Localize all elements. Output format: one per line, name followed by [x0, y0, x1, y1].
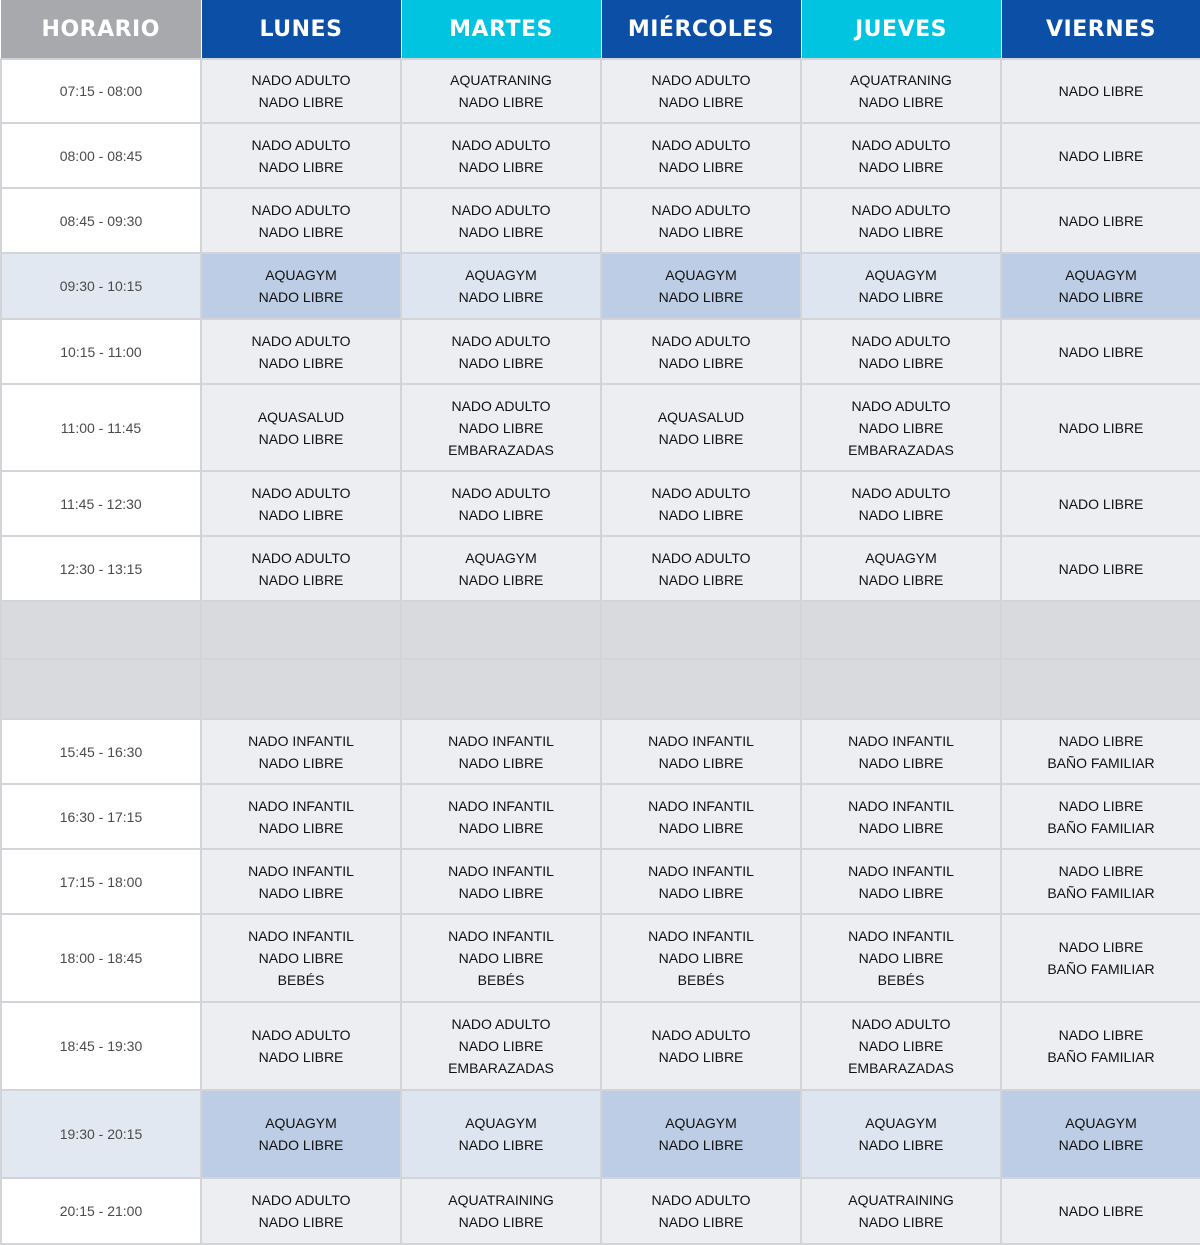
activity-cell	[401, 914, 601, 1002]
activity-name: NADO LIBRE	[858, 754, 944, 771]
activity-name: NADO ADULTO	[451, 332, 551, 349]
header-miercoles: MIÉRCOLES	[601, 0, 801, 59]
activity-name: NADO ADULTO	[851, 136, 951, 153]
activity-name: NADO LIBRE	[658, 884, 744, 901]
activity-name: NADO ADULTO	[451, 1016, 551, 1032]
activity-name: NADO ADULTO	[251, 136, 351, 153]
activity-cell	[601, 471, 801, 536]
activity-cell	[201, 914, 401, 1002]
time-slot-row	[1, 471, 1200, 536]
activity-cell	[601, 719, 801, 784]
activity-cell	[201, 59, 401, 123]
activity-cell	[601, 1090, 801, 1178]
activity-name: NADO LIBRE	[858, 506, 944, 523]
activity-name: NADO LIBRE	[258, 1049, 344, 1065]
activity-cell	[401, 384, 601, 471]
activity-cell	[401, 719, 601, 784]
activity-name: NADO LIBRE	[1058, 343, 1144, 360]
activity-name: NADO LIBRE	[1058, 83, 1144, 99]
activity-name: NADO LIBRE	[858, 884, 944, 901]
activity-cell	[801, 849, 1001, 914]
activity-cell	[401, 59, 601, 123]
activity-name: NADO LIBRE	[1058, 212, 1144, 229]
activity-name: NADO LIBRE	[858, 1214, 944, 1230]
activity-name: NADO LIBRE	[658, 430, 744, 447]
activity-name: NADO LIBRE	[458, 571, 544, 588]
activity-name: NADO LIBRE	[458, 354, 544, 371]
activity-name: BAÑO FAMILIAR	[1047, 961, 1155, 977]
activity-cell	[201, 123, 401, 188]
activity-cell	[201, 1178, 401, 1244]
time-slot-row	[1, 536, 1200, 601]
activity-cell	[801, 384, 1001, 471]
activity-name: NADO ADULTO	[851, 201, 951, 218]
activity-name: NADO LIBRE	[858, 289, 944, 305]
activity-cell	[601, 384, 801, 471]
activity-name: NADO LIBRE	[658, 1137, 744, 1153]
activity-cell	[1001, 59, 1200, 123]
activity-cell	[801, 784, 1001, 849]
activity-name: BEBÉS	[277, 972, 325, 988]
activity-name: NADO INFANTIL	[448, 797, 554, 814]
activity-cell	[1001, 659, 1200, 719]
activity-cell	[1001, 123, 1200, 188]
activity-name: NADO LIBRE	[1058, 560, 1144, 577]
activity-name: NADO LIBRE	[1058, 147, 1144, 164]
header-jueves: JUEVES	[801, 0, 1001, 59]
header-horario: HORARIO	[1, 0, 201, 59]
activity-name: NADO INFANTIL	[848, 928, 954, 944]
activity-cell	[601, 659, 801, 719]
activity-name: NADO LIBRE	[858, 223, 944, 240]
activity-name: NADO INFANTIL	[248, 732, 354, 749]
activity-name: BAÑO FAMILIAR	[1047, 884, 1155, 901]
activity-name: NADO LIBRE	[258, 571, 344, 588]
activity-cell	[1001, 1178, 1200, 1244]
activity-name: AQUAGYM	[665, 1115, 737, 1131]
activity-name: NADO LIBRE	[458, 94, 544, 110]
activity-name: NADO LIBRE	[258, 1137, 344, 1153]
activity-name: NADO LIBRE	[458, 223, 544, 240]
schedule-body	[1, 59, 1200, 1244]
activity-name: NADO ADULTO	[651, 201, 751, 218]
time-slot-row	[1, 123, 1200, 188]
activity-name: NADO INFANTIL	[648, 862, 754, 879]
activity-name: BAÑO FAMILIAR	[1047, 819, 1155, 836]
time-slot: 07:15 - 08:00	[1, 59, 201, 123]
activity-cell	[801, 1178, 1001, 1244]
activity-name: AQUAGYM	[265, 1115, 337, 1131]
activity-cell	[801, 1090, 1001, 1178]
header-row	[1, 0, 1200, 59]
activity-name: NADO LIBRE	[1058, 797, 1144, 814]
activity-name: BEBÉS	[677, 972, 725, 988]
activity-cell	[401, 784, 601, 849]
activity-cell	[601, 601, 801, 659]
activity-name: NADO LIBRE	[658, 158, 744, 175]
activity-name: NADO LIBRE	[658, 754, 744, 771]
activity-name: AQUATRAINING	[448, 1192, 554, 1208]
activity-cell	[1001, 384, 1200, 471]
time-slot: 16:30 - 17:15	[1, 784, 201, 849]
activity-cell	[801, 719, 1001, 784]
activity-name: NADO LIBRE	[258, 430, 344, 447]
activity-cell	[401, 123, 601, 188]
activity-cell	[1001, 719, 1200, 784]
activity-name: AQUAGYM	[465, 267, 537, 283]
activity-cell	[201, 253, 401, 319]
activity-name: NADO ADULTO	[651, 136, 751, 153]
activity-name: NADO LIBRE	[1058, 1027, 1144, 1043]
activity-cell	[1001, 536, 1200, 601]
header-lunes: LUNES	[201, 0, 401, 59]
activity-name: NADO ADULTO	[651, 1192, 751, 1208]
activity-name: NADO LIBRE	[858, 1038, 944, 1054]
activity-name: NADO LIBRE	[1058, 862, 1144, 879]
activity-name: AQUAGYM	[465, 1115, 537, 1131]
time-slot-row	[1, 1178, 1200, 1244]
activity-cell	[601, 59, 801, 123]
activity-name: BAÑO FAMILIAR	[1047, 754, 1155, 771]
activity-name: NADO ADULTO	[251, 332, 351, 349]
activity-name: NADO INFANTIL	[248, 928, 354, 944]
activity-name: NADO LIBRE	[1058, 289, 1144, 305]
activity-name: NADO INFANTIL	[448, 862, 554, 879]
time-slot: 10:15 - 11:00	[1, 319, 201, 384]
activity-name: NADO ADULTO	[451, 136, 551, 153]
activity-name: NADO LIBRE	[458, 754, 544, 771]
time-slot: 11:45 - 12:30	[1, 471, 201, 536]
time-slot: 15:45 - 16:30	[1, 719, 201, 784]
activity-name: NADO LIBRE	[458, 819, 544, 836]
activity-name: AQUAGYM	[865, 267, 937, 283]
activity-cell	[201, 188, 401, 253]
activity-name: BEBÉS	[877, 972, 925, 988]
activity-name: NADO LIBRE	[658, 354, 744, 371]
activity-name: NADO ADULTO	[851, 332, 951, 349]
activity-cell	[201, 319, 401, 384]
activity-name: NADO LIBRE	[858, 158, 944, 175]
activity-name: NADO LIBRE	[458, 419, 544, 436]
activity-name: NADO ADULTO	[851, 397, 951, 414]
activity-cell	[601, 536, 801, 601]
time-slot-row	[1, 784, 1200, 849]
activity-cell	[801, 319, 1001, 384]
activity-name: NADO LIBRE	[658, 950, 744, 966]
activity-name: NADO LIBRE	[858, 571, 944, 588]
activity-cell	[201, 784, 401, 849]
activity-cell	[201, 719, 401, 784]
activity-cell	[601, 784, 801, 849]
time-slot: 12:30 - 13:15	[1, 536, 201, 601]
activity-name: NADO ADULTO	[251, 201, 351, 218]
activity-name: AQUAGYM	[1065, 267, 1137, 283]
activity-name: NADO LIBRE	[458, 506, 544, 523]
activity-name: NADO INFANTIL	[448, 732, 554, 749]
activity-name: NADO LIBRE	[858, 354, 944, 371]
activity-cell	[801, 59, 1001, 123]
activity-name: NADO INFANTIL	[848, 732, 954, 749]
activity-cell	[1001, 188, 1200, 253]
time-slot: 08:00 - 08:45	[1, 123, 201, 188]
activity-name: NADO LIBRE	[658, 223, 744, 240]
activity-name: BEBÉS	[477, 972, 525, 988]
time-slot-row	[1, 1002, 1200, 1090]
activity-name: NADO LIBRE	[1058, 1203, 1144, 1219]
time-slot	[1, 659, 201, 719]
activity-name: NADO LIBRE	[258, 754, 344, 771]
activity-cell	[601, 914, 801, 1002]
activity-cell	[601, 188, 801, 253]
activity-name: NADO LIBRE	[458, 1214, 544, 1230]
time-slot-row	[1, 59, 1200, 123]
activity-cell	[601, 849, 801, 914]
activity-cell	[1001, 914, 1200, 1002]
activity-cell	[1001, 319, 1200, 384]
activity-cell	[201, 384, 401, 471]
activity-name: NADO LIBRE	[458, 884, 544, 901]
time-slot	[1, 601, 201, 659]
time-slot: 17:15 - 18:00	[1, 849, 201, 914]
activity-cell	[401, 601, 601, 659]
activity-name: NADO LIBRE	[858, 819, 944, 836]
activity-cell	[401, 471, 601, 536]
activity-cell	[401, 188, 601, 253]
activity-cell	[401, 319, 601, 384]
activity-name: NADO INFANTIL	[648, 797, 754, 814]
activity-name: NADO LIBRE	[258, 819, 344, 836]
activity-name: NADO LIBRE	[458, 289, 544, 305]
activity-cell	[1001, 471, 1200, 536]
activity-name: AQUAGYM	[265, 267, 337, 283]
activity-cell	[201, 601, 401, 659]
activity-name: NADO ADULTO	[651, 72, 751, 88]
activity-name: NADO INFANTIL	[448, 928, 554, 944]
activity-name: NADO LIBRE	[858, 950, 944, 966]
activity-name: NADO LIBRE	[1058, 495, 1144, 512]
activity-name: AQUAGYM	[465, 549, 537, 566]
break-row	[1, 601, 1200, 659]
activity-name: AQUASALUD	[257, 408, 345, 425]
activity-name: NADO ADULTO	[651, 332, 751, 349]
activity-cell	[401, 849, 601, 914]
activity-name: NADO ADULTO	[651, 484, 751, 501]
activity-name: AQUATRANING	[450, 72, 552, 88]
time-slot-row	[1, 1090, 1200, 1178]
activity-name: NADO LIBRE	[1058, 1137, 1144, 1153]
activity-cell	[601, 1002, 801, 1090]
header-martes: MARTES	[401, 0, 601, 59]
time-slot: 19:30 - 20:15	[1, 1090, 201, 1178]
activity-name: NADO LIBRE	[1058, 419, 1144, 436]
activity-name: NADO LIBRE	[658, 506, 744, 523]
activity-cell	[1001, 849, 1200, 914]
activity-name: NADO ADULTO	[651, 549, 751, 566]
time-slot: 18:45 - 19:30	[1, 1002, 201, 1090]
activity-name: NADO LIBRE	[1058, 732, 1144, 749]
activity-cell	[401, 536, 601, 601]
activity-cell	[801, 471, 1001, 536]
activity-name: EMBARAZADAS	[848, 441, 954, 458]
activity-name: NADO ADULTO	[251, 549, 351, 566]
activity-cell	[601, 123, 801, 188]
activity-name: NADO LIBRE	[258, 94, 344, 110]
activity-name: NADO ADULTO	[651, 1027, 751, 1043]
activity-cell	[201, 1090, 401, 1178]
time-slot: 11:00 - 11:45	[1, 384, 201, 471]
activity-name: NADO LIBRE	[258, 506, 344, 523]
activity-cell	[601, 253, 801, 319]
activity-name: NADO INFANTIL	[848, 797, 954, 814]
activity-cell	[801, 536, 1001, 601]
activity-name: NADO ADULTO	[851, 484, 951, 501]
time-slot: 18:00 - 18:45	[1, 914, 201, 1002]
activity-name: NADO LIBRE	[658, 571, 744, 588]
activity-name: NADO LIBRE	[858, 419, 944, 436]
activity-name: NADO ADULTO	[451, 397, 551, 414]
activity-name: NADO ADULTO	[451, 484, 551, 501]
activity-name: NADO INFANTIL	[248, 797, 354, 814]
activity-name: EMBARAZADAS	[448, 441, 554, 458]
activity-name: NADO INFANTIL	[648, 732, 754, 749]
time-slot-row	[1, 914, 1200, 1002]
activity-cell	[201, 471, 401, 536]
activity-name: NADO ADULTO	[251, 72, 351, 88]
activity-cell	[601, 1178, 801, 1244]
schedule-header	[1, 0, 1200, 59]
activity-name: NADO INFANTIL	[248, 862, 354, 879]
activity-cell	[1001, 784, 1200, 849]
activity-cell	[401, 1002, 601, 1090]
activity-cell	[801, 253, 1001, 319]
activity-name: NADO ADULTO	[851, 1016, 951, 1032]
activity-name: NADO LIBRE	[458, 158, 544, 175]
break-row	[1, 659, 1200, 719]
activity-cell	[1001, 1090, 1200, 1178]
activity-name: NADO LIBRE	[458, 950, 544, 966]
activity-name: NADO LIBRE	[658, 819, 744, 836]
activity-name: NADO LIBRE	[658, 94, 744, 110]
activity-name: AQUAGYM	[665, 267, 737, 283]
activity-name: NADO LIBRE	[858, 94, 944, 110]
activity-name: NADO INFANTIL	[648, 928, 754, 944]
activity-name: EMBARAZADAS	[848, 1060, 954, 1076]
activity-name: NADO LIBRE	[258, 1214, 344, 1230]
time-slot: 09:30 - 10:15	[1, 253, 201, 319]
activity-cell	[201, 536, 401, 601]
activity-name: NADO LIBRE	[658, 289, 744, 305]
time-slot-row	[1, 849, 1200, 914]
activity-name: NADO LIBRE	[858, 1137, 944, 1153]
activity-name: NADO ADULTO	[251, 484, 351, 501]
activity-name: NADO LIBRE	[458, 1137, 544, 1153]
activity-cell	[801, 601, 1001, 659]
activity-cell	[801, 188, 1001, 253]
activity-name: NADO LIBRE	[1058, 939, 1144, 955]
activity-name: EMBARAZADAS	[448, 1060, 554, 1076]
activity-cell	[201, 849, 401, 914]
activity-name: NADO LIBRE	[458, 1038, 544, 1054]
activity-name: NADO LIBRE	[658, 1214, 744, 1230]
time-slot-row	[1, 719, 1200, 784]
activity-name: NADO ADULTO	[251, 1192, 351, 1208]
activity-name: NADO INFANTIL	[848, 862, 954, 879]
activity-name: NADO ADULTO	[251, 1027, 351, 1043]
activity-cell	[401, 1090, 601, 1178]
activity-name: AQUASALUD	[657, 408, 745, 425]
time-slot-row	[1, 384, 1200, 471]
activity-cell	[401, 253, 601, 319]
time-slot: 20:15 - 21:00	[1, 1178, 201, 1244]
activity-cell	[801, 123, 1001, 188]
activity-cell	[401, 659, 601, 719]
activity-name: AQUAGYM	[865, 1115, 937, 1131]
activity-cell	[601, 319, 801, 384]
time-slot-row	[1, 253, 1200, 319]
activity-name: NADO LIBRE	[258, 950, 344, 966]
time-slot-row	[1, 319, 1200, 384]
activity-cell	[801, 659, 1001, 719]
time-slot: 08:45 - 09:30	[1, 188, 201, 253]
activity-cell	[801, 914, 1001, 1002]
activity-name: NADO LIBRE	[258, 223, 344, 240]
activity-name: NADO LIBRE	[658, 1049, 744, 1065]
activity-name: NADO LIBRE	[258, 289, 344, 305]
activity-name: NADO ADULTO	[451, 201, 551, 218]
activity-name: NADO LIBRE	[258, 884, 344, 901]
activity-cell	[401, 1178, 601, 1244]
activity-name: AQUAGYM	[1065, 1115, 1137, 1131]
activity-cell	[1001, 1002, 1200, 1090]
activity-name: AQUAGYM	[865, 549, 937, 566]
activity-name: BAÑO FAMILIAR	[1047, 1049, 1155, 1065]
activity-cell	[201, 659, 401, 719]
activity-cell	[801, 1002, 1001, 1090]
activity-cell	[201, 1002, 401, 1090]
activity-name: NADO LIBRE	[258, 158, 344, 175]
activity-name: AQUATRAINING	[848, 1192, 954, 1208]
time-slot-row	[1, 188, 1200, 253]
activity-cell	[1001, 601, 1200, 659]
activity-name: AQUATRANING	[850, 72, 952, 88]
activity-cell	[1001, 253, 1200, 319]
header-viernes: VIERNES	[1001, 0, 1200, 59]
activity-name: NADO LIBRE	[258, 354, 344, 371]
